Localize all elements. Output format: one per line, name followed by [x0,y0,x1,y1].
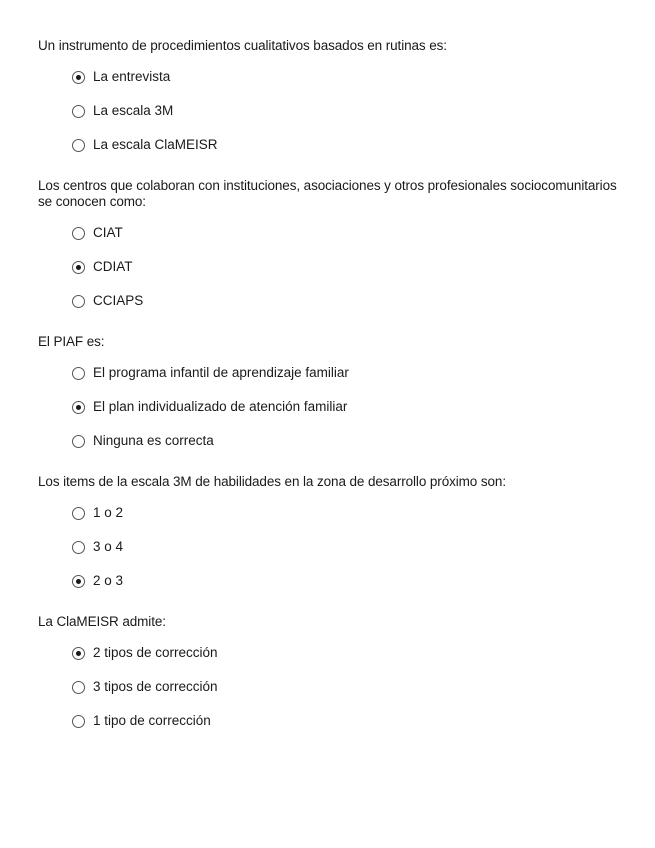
radio-button-icon[interactable] [72,575,85,588]
option-label: 1 o 2 [93,505,124,520]
question-2 [38,178,623,318]
question-text: Un instrumento de procedimientos cualitativos basados en rutinas es: [38,38,447,53]
option-label: La escala 3M [93,103,174,118]
question-4 [38,474,623,598]
option-label: CCIAPS [93,293,144,308]
question-1 [38,38,623,162]
question-3 [38,334,623,458]
option-radio[interactable] [72,530,623,564]
question-text: La ClaMEISR admite: [38,614,166,629]
radio-button-icon[interactable] [72,227,85,240]
radio-button-icon[interactable] [72,715,85,728]
option-label: CDIAT [93,259,133,274]
radio-button-icon[interactable] [72,647,85,660]
option-label: 3 tipos de corrección [93,679,218,694]
option-radio[interactable] [72,128,623,162]
option-radio[interactable] [72,636,623,670]
radio-button-icon[interactable] [72,105,85,118]
option-radio[interactable] [72,356,623,390]
quiz-form [38,38,623,754]
radio-button-icon[interactable] [72,367,85,380]
radio-button-icon[interactable] [72,507,85,520]
option-label: Ninguna es correcta [93,433,214,448]
radio-button-icon[interactable] [72,139,85,152]
option-radio[interactable] [72,216,623,250]
option-label: CIAT [93,225,123,240]
question-5 [38,614,623,738]
option-label: 3 o 4 [93,539,124,554]
option-label: El programa infantil de aprendizaje familiar [93,365,349,380]
radio-button-icon[interactable] [72,261,85,274]
option-radio[interactable] [72,60,623,94]
question-text: Los items de la escala 3M de habilidades en la zona de desarrollo próximo son: [38,474,506,489]
option-label: 2 o 3 [93,573,124,588]
option-radio[interactable] [72,496,623,530]
option-label: La entrevista [93,69,171,84]
radio-button-icon[interactable] [72,401,85,414]
option-radio[interactable] [72,94,623,128]
option-label: El plan individualizado de atención familiar [93,399,348,414]
option-radio[interactable] [72,390,623,424]
option-label: 2 tipos de corrección [93,645,218,660]
question-text: El PIAF es: [38,334,105,349]
radio-button-icon[interactable] [72,435,85,448]
question-text: Los centros que colaboran con instituciones, asociaciones y otros profesionales sociocomunitarios se conocen como: [38,178,617,209]
radio-button-icon[interactable] [72,541,85,554]
option-radio[interactable] [72,704,623,738]
radio-button-icon[interactable] [72,71,85,84]
radio-button-icon[interactable] [72,681,85,694]
option-label: 1 tipo de corrección [93,713,211,728]
option-label: La escala ClaMEISR [93,137,218,152]
option-radio[interactable] [72,670,623,704]
radio-button-icon[interactable] [72,295,85,308]
option-radio[interactable] [72,250,623,284]
option-radio[interactable] [72,564,623,598]
option-radio[interactable] [72,284,623,318]
option-radio[interactable] [72,424,623,458]
